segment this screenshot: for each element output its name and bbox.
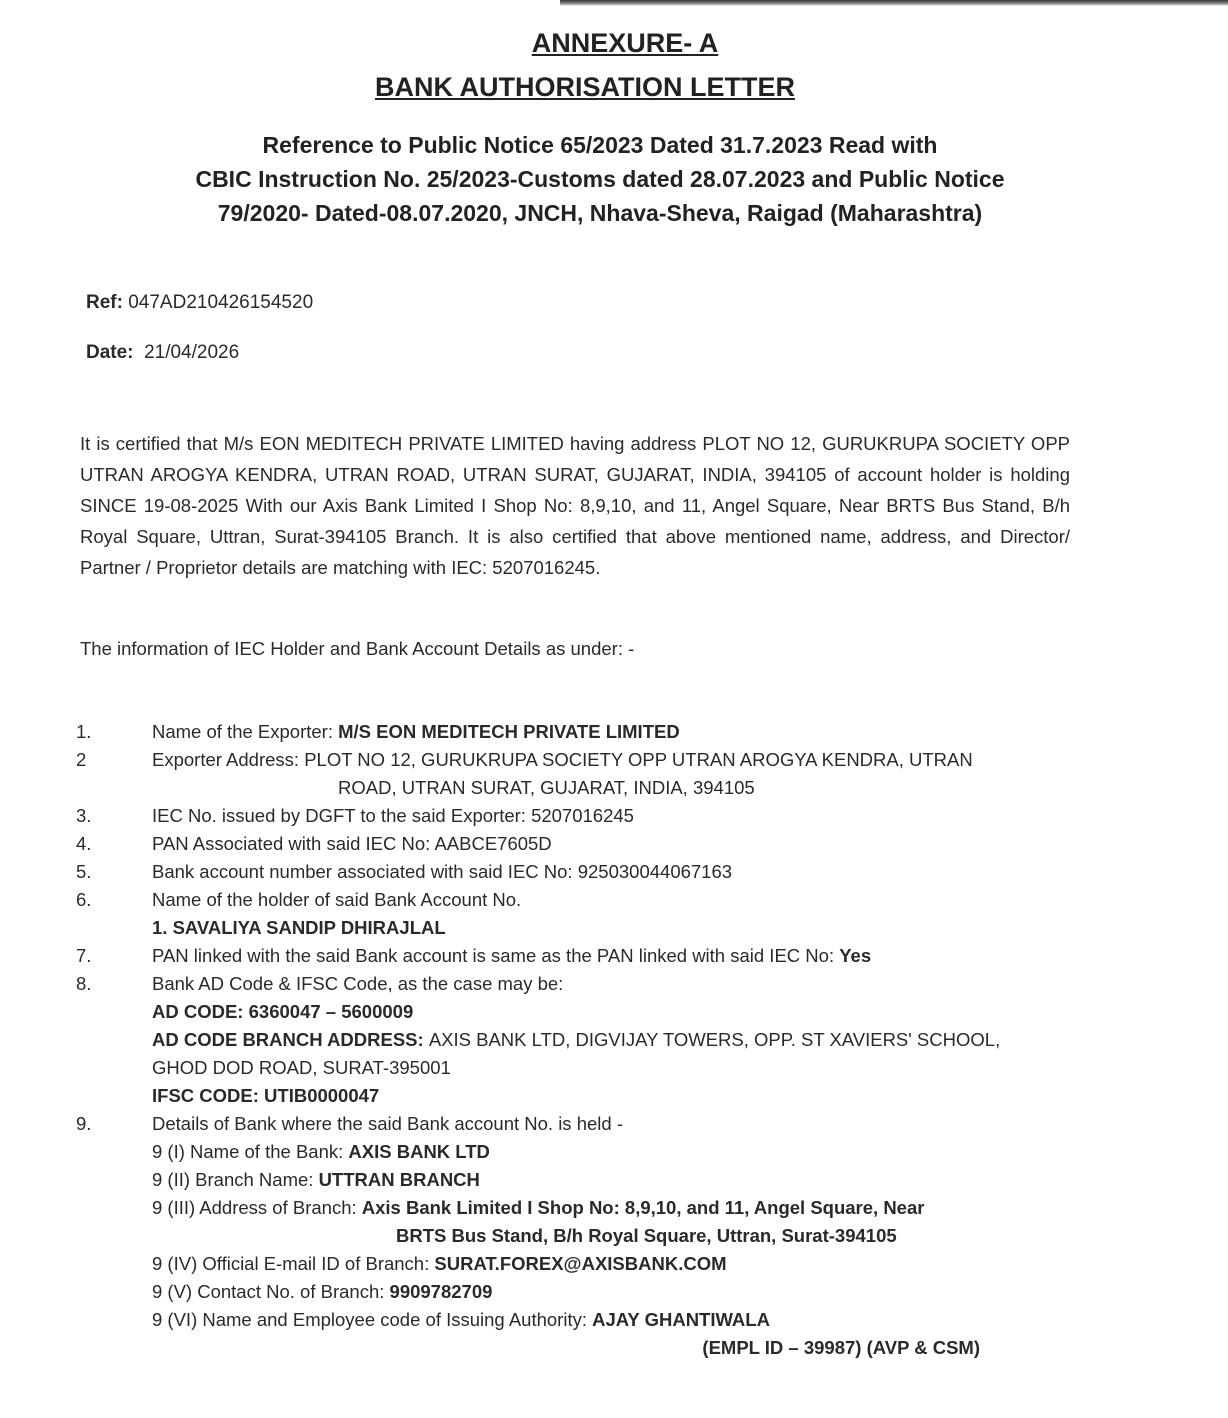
ref-number bbox=[86, 292, 313, 314]
reference-line-3: 79/2020- Dated-08.07.2020, JNCH, Nhava-Sheva, Raigad (Maharashtra) bbox=[217, 200, 983, 226]
item-number: 1. bbox=[76, 721, 92, 742]
list-item bbox=[70, 858, 1080, 886]
item-number: 8. bbox=[76, 973, 92, 994]
employee-id: (EMPL ID – 39987) (AVP & CSM) bbox=[702, 1337, 980, 1358]
item-number: 5. bbox=[76, 861, 92, 882]
branch-address-label: 9 (III) Address of Branch: bbox=[152, 1197, 362, 1218]
iec-number: 5207016245 bbox=[531, 805, 634, 826]
ref-value: 047AD210426154520 bbox=[128, 292, 314, 313]
reference-block bbox=[100, 128, 1100, 230]
ad-branch-label: AD CODE BRANCH ADDRESS: bbox=[152, 1029, 429, 1050]
ad-branch-line-1: AXIS BANK LTD, DIGVIJAY TOWERS, OPP. ST XAVIERS' SCHOOL, bbox=[428, 1029, 1001, 1050]
ad-branch-line-2: GHOD DOD ROAD, SURAT-395001 bbox=[152, 1057, 451, 1078]
item-label: Bank account number associated with said IEC No: bbox=[152, 861, 578, 882]
pan-match-value: Yes bbox=[839, 945, 872, 966]
item-number: 7. bbox=[76, 945, 92, 966]
list-item bbox=[70, 830, 1080, 858]
letter-date bbox=[86, 342, 239, 364]
item-label: PAN Associated with said IEC No: bbox=[152, 833, 435, 854]
authority-name: AJAY GHANTIWALA bbox=[592, 1309, 770, 1330]
item-label: Details of Bank where the said Bank account No. is held - bbox=[152, 1113, 623, 1134]
item-label: Exporter Address: bbox=[152, 749, 305, 770]
item-label: PAN linked with the said Bank account is same as the PAN linked with said IEC No: bbox=[152, 945, 840, 966]
exporter-address-line-2: ROAD, UTRAN SURAT, GUJARAT, INDIA, 394105 bbox=[338, 777, 755, 798]
ifsc-label: IFSC CODE: bbox=[152, 1085, 265, 1106]
details-list bbox=[70, 718, 1080, 1362]
ad-code-label: AD CODE: bbox=[152, 1001, 249, 1022]
contact-label: 9 (V) Contact No. of Branch: bbox=[152, 1281, 390, 1302]
authority-label: 9 (VI) Name and Employee code of Issuing Authority: bbox=[152, 1309, 593, 1330]
info-intro: The information of IEC Holder and Bank Account Details as under: - bbox=[80, 638, 635, 659]
branch-contact: 9909782709 bbox=[389, 1281, 493, 1302]
certification-paragraph: It is certified that M/s EON MEDITECH PRIVATE LIMITED having address PLOT NO 12, GURUKRUPA SOCIETY OPP UTRAN AROGYA KENDRA, UTRAN ROAD, UTRAN SURAT, GUJARAT, INDIA, 394105 of account holder is holding SINCE 19-08-2025 With our Axis Bank Limited I Shop No: 8,9,10, and 11, Angel Square, Near BRTS Bus Stand, B/h Royal Square, Uttran, Surat-394105 Branch. It is also certified that above mentioned name, address, and Director/ Partner / Proprietor details are matching with IEC: 5207016245. bbox=[80, 433, 1070, 578]
date-label: Date: bbox=[86, 342, 134, 363]
branch-address-line-1: Axis Bank Limited I Shop No: 8,9,10, and 11, Angel Square, Near bbox=[361, 1197, 925, 1218]
ref-label: Ref: bbox=[86, 292, 123, 313]
item-number: 4. bbox=[76, 833, 92, 854]
branch-email: SURAT.FOREX@AXISBANK.COM bbox=[434, 1253, 727, 1274]
exporter-name: M/S EON MEDITECH PRIVATE LIMITED bbox=[338, 721, 680, 742]
branch-name-value: UTTRAN BRANCH bbox=[318, 1169, 480, 1190]
item-number: 3. bbox=[76, 805, 92, 826]
branch-name-label: 9 (II) Branch Name: bbox=[152, 1169, 319, 1190]
item-number: 6. bbox=[76, 889, 92, 910]
reference-line-1: Reference to Public Notice 65/2023 Dated 31.7.2023 Read with bbox=[262, 132, 938, 158]
bank-name-label: 9 (I) Name of the Bank: bbox=[152, 1141, 349, 1162]
reference-line-2: CBIC Instruction No. 25/2023-Customs dated 28.07.2023 and Public Notice bbox=[195, 166, 1005, 192]
bank-name-value: AXIS BANK LTD bbox=[348, 1141, 490, 1162]
list-item bbox=[70, 970, 1080, 1110]
list-item bbox=[70, 718, 1080, 746]
item-label: Name of the Exporter: bbox=[152, 721, 339, 742]
ad-code-value: 6360047 – 5600009 bbox=[248, 1001, 414, 1022]
letter-title: BANK AUTHORISATION LETTER bbox=[375, 72, 795, 102]
ifsc-value: UTIB0000047 bbox=[264, 1085, 380, 1106]
branch-address-line-2: BRTS Bus Stand, B/h Royal Square, Uttran, Surat-394105 bbox=[396, 1225, 897, 1246]
list-item bbox=[70, 746, 1080, 802]
item-label: Bank AD Code & IFSC Code, as the case may be: bbox=[152, 973, 564, 994]
item-number: 9. bbox=[76, 1113, 92, 1134]
item-label: IEC No. issued by DGFT to the said Exporter: bbox=[152, 805, 532, 826]
item-label: Name of the holder of said Bank Account No. bbox=[152, 889, 522, 910]
annexure-heading: ANNEXURE- A bbox=[531, 28, 719, 58]
account-holder-name: 1. SAVALIYA SANDIP DHIRAJLAL bbox=[152, 917, 446, 938]
bank-account-number: 925030044067163 bbox=[577, 861, 733, 882]
list-item bbox=[70, 942, 1080, 970]
item-number: 2 bbox=[76, 749, 87, 770]
list-item bbox=[70, 886, 1080, 942]
list-item bbox=[70, 1110, 1080, 1362]
email-label: 9 (IV) Official E-mail ID of Branch: bbox=[152, 1253, 435, 1274]
exporter-address-line-1: PLOT NO 12, GURUKRUPA SOCIETY OPP UTRAN AROGYA KENDRA, UTRAN bbox=[304, 749, 973, 770]
date-value: 21/04/2026 bbox=[144, 342, 240, 363]
list-item bbox=[70, 802, 1080, 830]
pan-number: AABCE7605D bbox=[434, 833, 552, 854]
